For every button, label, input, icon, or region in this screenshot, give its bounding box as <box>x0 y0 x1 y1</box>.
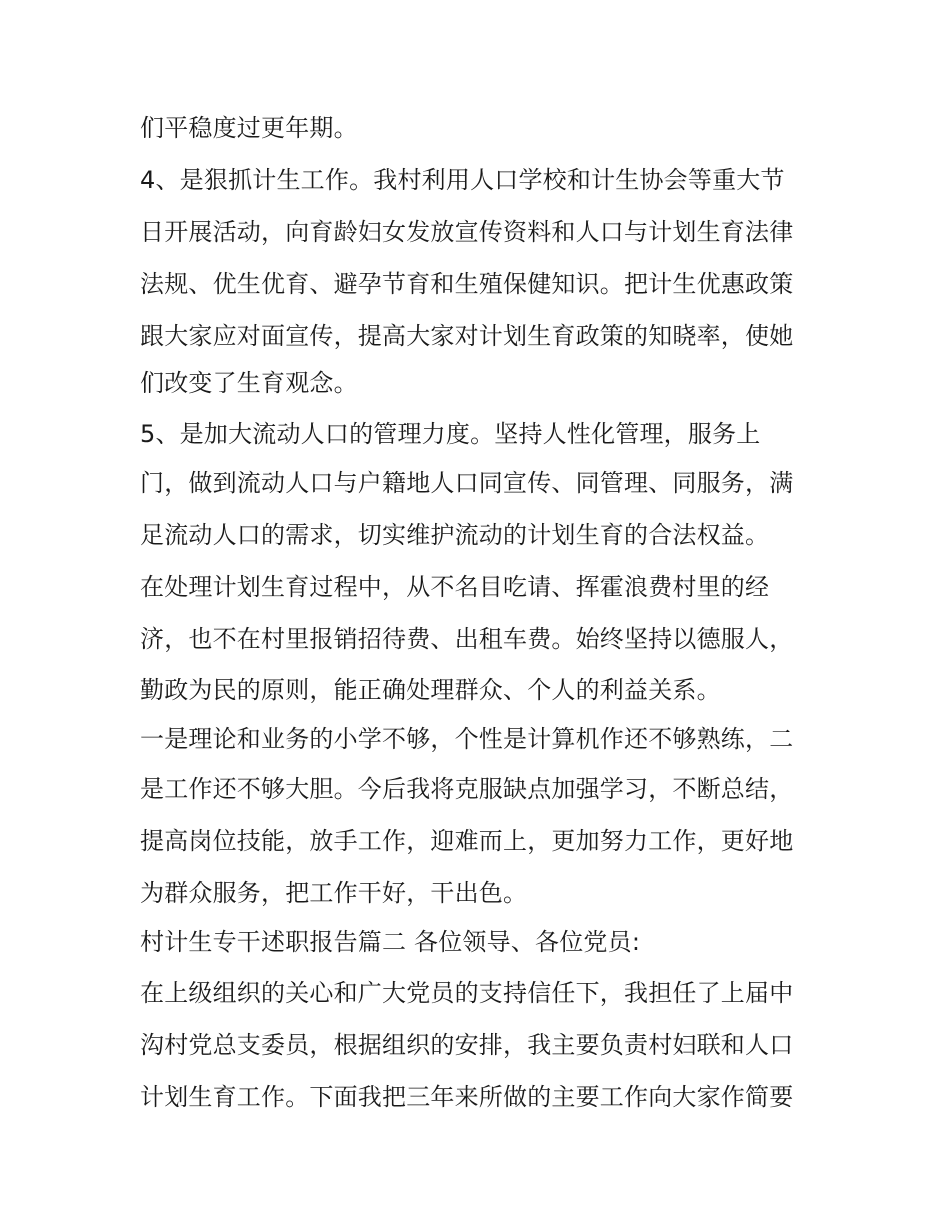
text-line: 日开展活动，向育龄妇女发放宣传资料和人口与计划生育法律 <box>140 218 794 246</box>
text-line: 4、是狠抓计生工作。我村利用人口学校和计生协会等重大节 <box>140 166 785 194</box>
text-line: 在处理计划生育过程中，从不名目吃请、挥霍浪费村里的经 <box>140 573 770 601</box>
text-line: 沟村党总支委员，根据组织的安排，我主要负责村妇联和人口 <box>140 1031 794 1059</box>
text-line: 跟大家应对面宣传，提高大家对计划生育政策的知晓率，使她 <box>140 322 794 350</box>
text-line: 们平稳度过更年期。 <box>140 114 358 142</box>
text-line: 法规、优生优育、避孕节育和生殖保健知识。把计生优惠政策 <box>140 270 794 298</box>
text-line: 计划生育工作。下面我把三年来所做的主要工作向大家作简要 <box>140 1083 794 1111</box>
text-line: 是工作还不够大胆。今后我将克服缺点加强学习，不断总结， <box>140 775 794 803</box>
text-line: 5、是加大流动人口的管理力度。坚持人性化管理，服务上 <box>140 420 761 448</box>
text-line: 在上级组织的关心和广大党员的支持信任下，我担任了上届中 <box>140 979 794 1007</box>
text-line: 为群众服务，把工作干好，干出色。 <box>140 879 528 907</box>
text-line: 提高岗位技能，放手工作，迎难而上，更加努力工作，更好地 <box>140 827 794 855</box>
text-line: 村计生专干述职报告篇二 各位领导、各位党员: <box>140 928 641 956</box>
text-line: 足流动人口的需求，切实维护流动的计划生育的合法权益。 <box>140 521 770 549</box>
text-line: 一是理论和业务的小学不够，个性是计算机作还不够熟练，二 <box>140 725 794 753</box>
text-line: 济，也不在村里报销招待费、出租车费。始终坚持以德服人， <box>140 625 794 653</box>
text-line: 们改变了生育观念。 <box>140 369 358 397</box>
text-line: 门，做到流动人口与户籍地人口同宣传、同管理、同服务，满 <box>140 469 794 497</box>
text-line: 勤政为民的原则，能正确处理群众、个人的利益关系。 <box>140 676 721 704</box>
